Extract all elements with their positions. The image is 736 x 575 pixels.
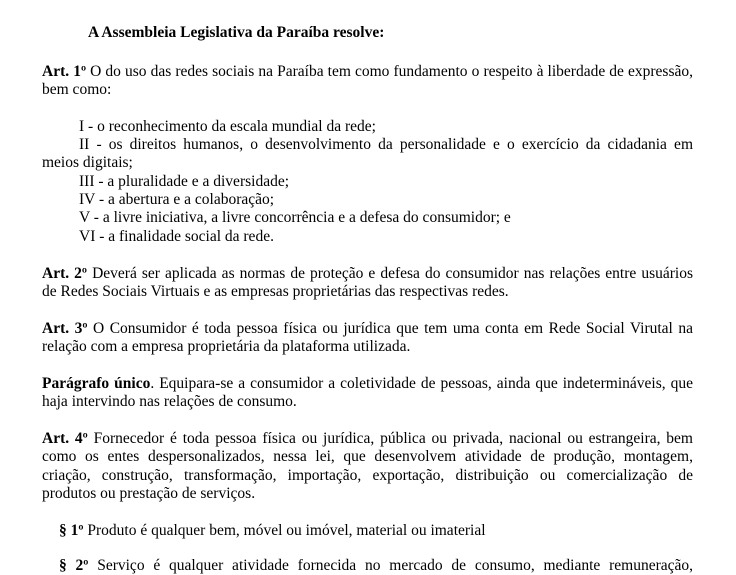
art4-line4: produtos ou prestação de serviços. <box>42 485 256 502</box>
item-vi: VI - a finalidade social da rede. <box>79 228 274 245</box>
art4-label: Art. 4º <box>42 430 88 447</box>
art1-line1 <box>42 63 693 81</box>
paragrafo-line1 <box>42 375 693 393</box>
art1-line2: bem como: <box>42 81 112 98</box>
art1-text-1: O do uso das redes sociais na Paraíba tem como fundamento o respeito à liberdade de expressão, <box>86 63 693 80</box>
paragrafo-line2: haja intervindo nas relações de consumo. <box>42 393 297 410</box>
paragrafo-text-1: . Equipara-se a consumidor a coletividade de pessoas, ainda que indetermináveis, que <box>150 375 693 392</box>
art4-line3: criação, construção, transformação, importação, exportação, distribuição ou comercialização de <box>42 467 693 484</box>
par2-line <box>59 557 693 575</box>
art3-text-1: O Consumidor é toda pessoa física ou jurídica que tem uma conta em Rede Social Virutal na <box>87 320 694 337</box>
art2-label: Art. 2º <box>42 265 88 282</box>
art2-line1 <box>42 265 693 283</box>
paragrafo-label: Parágrafo único <box>42 375 151 392</box>
art4-text-1: Fornecedor é toda pessoa física ou jurídica, pública ou privada, nacional ou estrangeira, bem <box>87 430 693 447</box>
item-ii-line1: II - os direitos humanos, o desenvolvimento da personalidade e o exercício da cidadania em <box>79 136 693 153</box>
art2-text-1: Deverá ser aplicada as normas de proteção e defesa do consumidor nas relações entre usuários <box>87 265 693 282</box>
art2-line2: de Redes Sociais Virtuais e as empresas proprietárias das respectivas redes. <box>42 283 509 300</box>
par1-label: § 1º <box>59 522 84 539</box>
item-v: V - a livre iniciativa, a livre concorrência e a defesa do consumidor; e <box>79 209 511 226</box>
art3-label: Art. 3º <box>42 320 88 337</box>
par2-text: Serviço é qualquer atividade fornecida no mercado de consumo, mediante remuneração, <box>88 557 693 574</box>
par1-line <box>59 522 693 540</box>
item-ii-line2: meios digitais; <box>42 154 133 171</box>
par2-label: § 2º <box>59 557 89 574</box>
art3-line1 <box>42 320 693 338</box>
item-i: I - o reconhecimento da escala mundial da rede; <box>79 118 376 135</box>
item-iii: III - a pluralidade e a diversidade; <box>79 173 290 190</box>
art4-line2: como os entes despersonalizados, nessa lei, que desenvolvem atividade de produção, montagem, <box>42 448 693 465</box>
art1-label: Art. 1º <box>42 63 87 80</box>
art4-line1 <box>42 430 693 448</box>
item-iv: IV - a abertura e a colaboração; <box>79 191 275 208</box>
resolution-heading: A Assembleia Legislativa da Paraíba resolve: <box>88 24 385 41</box>
art3-line2: relação com a empresa proprietária da plataforma utilizada. <box>42 338 411 355</box>
par1-text: Produto é qualquer bem, móvel ou imóvel, material ou imaterial <box>83 522 486 539</box>
